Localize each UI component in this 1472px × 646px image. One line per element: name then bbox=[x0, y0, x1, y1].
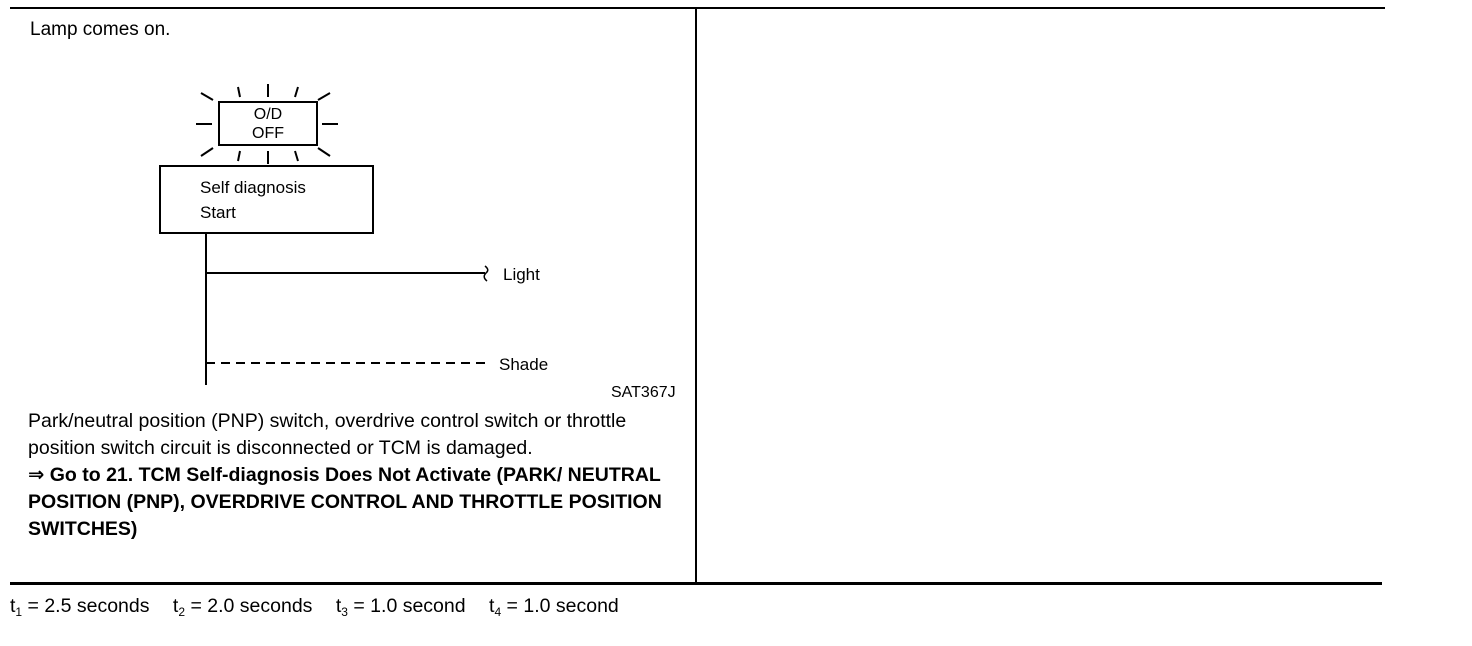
break-mark-icon bbox=[484, 266, 488, 281]
timing-t1: $t_1 = 2.5$ seconds bbox=[10, 595, 150, 619]
diagnosis-description: Park/neutral position (PNP) switch, overdrive control switch or throttle position switch circuit is disconnected or TCM is damaged. bbox=[28, 410, 627, 459]
action-text: Go to 21. TCM Self-diagnosis Does Not Activate (PARK/ NEUTRAL POSITION (PNP), OVERDRIVE CONTROL AND THROTTLE POSITION SWITCHES) bbox=[28, 464, 662, 540]
timing-legend bbox=[10, 595, 637, 619]
box-label-line1: Self diagnosis bbox=[200, 178, 306, 197]
self-diagnosis-box bbox=[160, 166, 373, 233]
timing-t3: $t_3 = 1.0$ second bbox=[335, 595, 466, 619]
diagnosis-text bbox=[28, 408, 693, 543]
right-double-arrow-icon: ⇒ bbox=[28, 464, 45, 486]
timing-t4: $t_4 = 1.0$ second bbox=[489, 595, 619, 619]
self-diagnosis-figure bbox=[0, 0, 700, 400]
table-bottom-border bbox=[10, 582, 1382, 585]
light-label: Light bbox=[503, 265, 540, 284]
timing-t2: $t_2 = 2.0$ seconds bbox=[172, 595, 313, 619]
diagnosis-action bbox=[28, 462, 693, 543]
figure-id: SAT367J bbox=[611, 384, 676, 401]
lamp-label-line1: O/D bbox=[253, 106, 283, 123]
box-label-line2: Start bbox=[200, 203, 236, 222]
cell-heading: Lamp comes on. bbox=[30, 19, 171, 40]
lamp-label-line2: OFF bbox=[252, 125, 284, 142]
shade-label: Shade bbox=[499, 355, 549, 374]
